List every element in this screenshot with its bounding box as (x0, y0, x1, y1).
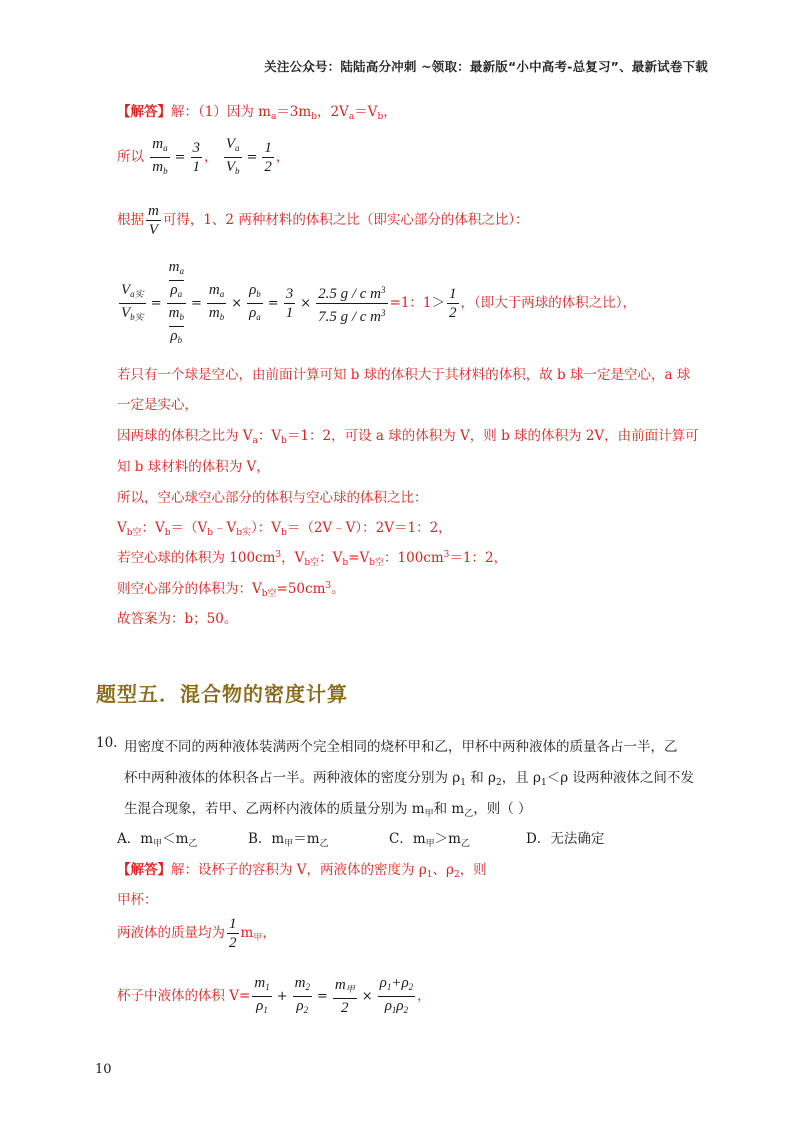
equals: = (316, 989, 328, 1004)
answer1-ratio-line (117, 135, 289, 180)
para2b: 知 b 球材料的体积为 V， (117, 459, 270, 475)
answer1-line1 (117, 100, 397, 122)
section-title: 题型五．混合物的密度计算 (96, 682, 348, 706)
equals: = (174, 150, 186, 165)
fraction-va-vb-solid: $\frac{V_{a实}}{V_{b实}}$ (121, 282, 144, 322)
fraction-va-vb: $\frac{V_a}{V_b}$ (225, 136, 240, 176)
fraction-m1-rho1: $\frac{m_1}{\rho_1}$ (254, 975, 270, 1015)
fraction-rho-sum: $\frac{\rho_1+\rho_2}{\rho_1\rho_2}$ (379, 975, 414, 1015)
comma: ， (275, 149, 290, 165)
answer2-line2: 甲杯： (117, 892, 158, 908)
equals: = (190, 296, 202, 311)
answer-tag: 【解答】 (117, 862, 171, 878)
choice-d[interactable]: D．无法确定 (526, 831, 605, 847)
equals: = (267, 296, 279, 311)
fraction-m-v: $\frac{m}{V}$ (148, 203, 159, 238)
text: 解：（1）因为 m (171, 104, 271, 120)
final-answer: 故答案为：b；50。 (117, 611, 238, 627)
comma: ， (204, 149, 218, 165)
question-line2: 杯中两种液体的体积各占一半。两种液体的密度分别为 $\rho_1$ 和 $\rho_2$，且 $\rho_1<\rho$ 设两种液体之间不发 (124, 770, 694, 788)
text: ＝3m (276, 104, 312, 120)
equals: = (150, 296, 162, 311)
fraction-half-2: $\frac{1}{2}$ (229, 916, 237, 951)
choice-b[interactable]: B．$m_甲=m_乙$ (248, 831, 329, 849)
sub: b (377, 112, 384, 122)
para2a: 因两球的体积之比为 $V_a$：$V_b=1$：2，可设 a 球的体积为 V，则 b 球的体积为 2V，由前面计算可 (117, 428, 699, 446)
para4: $V_{b空}$：$V_b=(V_b﹣V_{b实})$：$V_b=(2V﹣V)$：2V＝1：2， (117, 520, 452, 538)
greater-than: ＞ (431, 295, 446, 311)
volume-ratio-equation (117, 258, 636, 349)
answer1-density-line (117, 202, 529, 239)
question-line3: 生混合现象，若甲、乙两杯内液体的质量分别为 $m_甲$和 $m_乙$，则（ ） (124, 801, 532, 819)
fraction-1-2: $\frac{1}{2}$ (264, 140, 272, 175)
result: =1：1 (389, 295, 432, 311)
para5: 若空心球的体积为 $100cm^3$，$V_{b空}$：$V_b=V_{b空}$：$100cm^3=1$：2， (117, 550, 508, 568)
fraction-ma-mb-2: $\frac{m_a}{m_b}$ (208, 282, 225, 322)
page-number: 10 (95, 1062, 112, 1077)
sub: a (270, 112, 277, 122)
text: 所以 (117, 149, 144, 165)
times: × (361, 989, 373, 1004)
text: ，2V (316, 104, 349, 120)
equals: = (246, 150, 258, 165)
text: 根据 (117, 212, 144, 228)
choice-c[interactable]: C．$m_甲>m_乙$ (389, 831, 470, 849)
answer2-volume-equation: 杯子中液体的体积 V= $\frac{m_1}{\rho_1}$ + $\frac{m_2}{\rho_2}$ = $\frac{m_甲}{2}$ × $\frac{\rho_1+\rho_2}{\rho_1\rho_2}$ ， (117, 974, 431, 1019)
answer-tag: 【解答】 (117, 104, 171, 120)
para1b: 一定是实心， (117, 397, 198, 413)
text: ＝V (354, 104, 378, 120)
question-line1: 用密度不同的两种液体装满两个完全相同的烧杯甲和乙，甲杯中两种液体的质量各占一半，乙 (124, 739, 678, 755)
fraction-densities: $\frac{2.5 g / c m^3}{7.5 g / c m^3}$ (316, 281, 387, 326)
sub: b (311, 112, 317, 122)
fraction-rhob-rhoa: $\frac{\rho_b}{\rho_a}$ (249, 282, 261, 322)
fraction-3-1: $\frac{3}{1}$ (192, 140, 201, 175)
choice-a[interactable]: A．$m_甲<m_乙$ (117, 831, 198, 849)
fraction-3-1-b: $\frac{3}{1}$ (285, 286, 294, 321)
answer2-line3: 两液体的质量均为 $\frac{1}{2}$ $m_甲$， (117, 916, 276, 951)
sub: a (348, 112, 355, 122)
text: 可得，1、2 两种材料的体积之比（即实心部分的体积之比）： (162, 212, 529, 228)
para3: 所以，空心球空心部分的体积与空心球的体积之比： (117, 490, 428, 506)
para1a: 若只有一个球是空心，由前面计算可知 b 球的体积大于其材料的体积，故 b 球一定是空心，a 球 (117, 367, 691, 383)
fraction-m2-rho2: $\frac{m_2}{\rho_2}$ (294, 975, 310, 1015)
times: × (300, 296, 312, 311)
page-header: 关注公众号：陆陆高分冲刺 ~领取：最新版“小中高考-总复习”、最新试卷下载 (264, 59, 708, 74)
para6: 则空心部分的体积为：$V_{b空}=50cm^3$。 (117, 581, 345, 599)
text: ，（即大于两球的体积之比）， (460, 295, 637, 311)
plus: + (276, 989, 288, 1004)
answer2-line1: 【解答】解：设杯子的容积为 V，两液体的密度为 $\rho_1$、$\rho_2$，则 (117, 862, 487, 880)
fraction-half: $\frac{1}{2}$ (449, 286, 457, 321)
complex-fraction: $\frac{\frac{m_a}{\rho_a}}{\frac{m_b}{\rho_b}}$ (168, 259, 184, 345)
times: × (231, 296, 243, 311)
question-number: 10. (96, 735, 118, 751)
fraction-ma-mb: $\frac{m_a}{m_b}$ (152, 136, 168, 176)
text: ， (383, 104, 397, 120)
fraction-mjia-2: $\frac{m_甲}{2}$ (334, 977, 355, 1016)
